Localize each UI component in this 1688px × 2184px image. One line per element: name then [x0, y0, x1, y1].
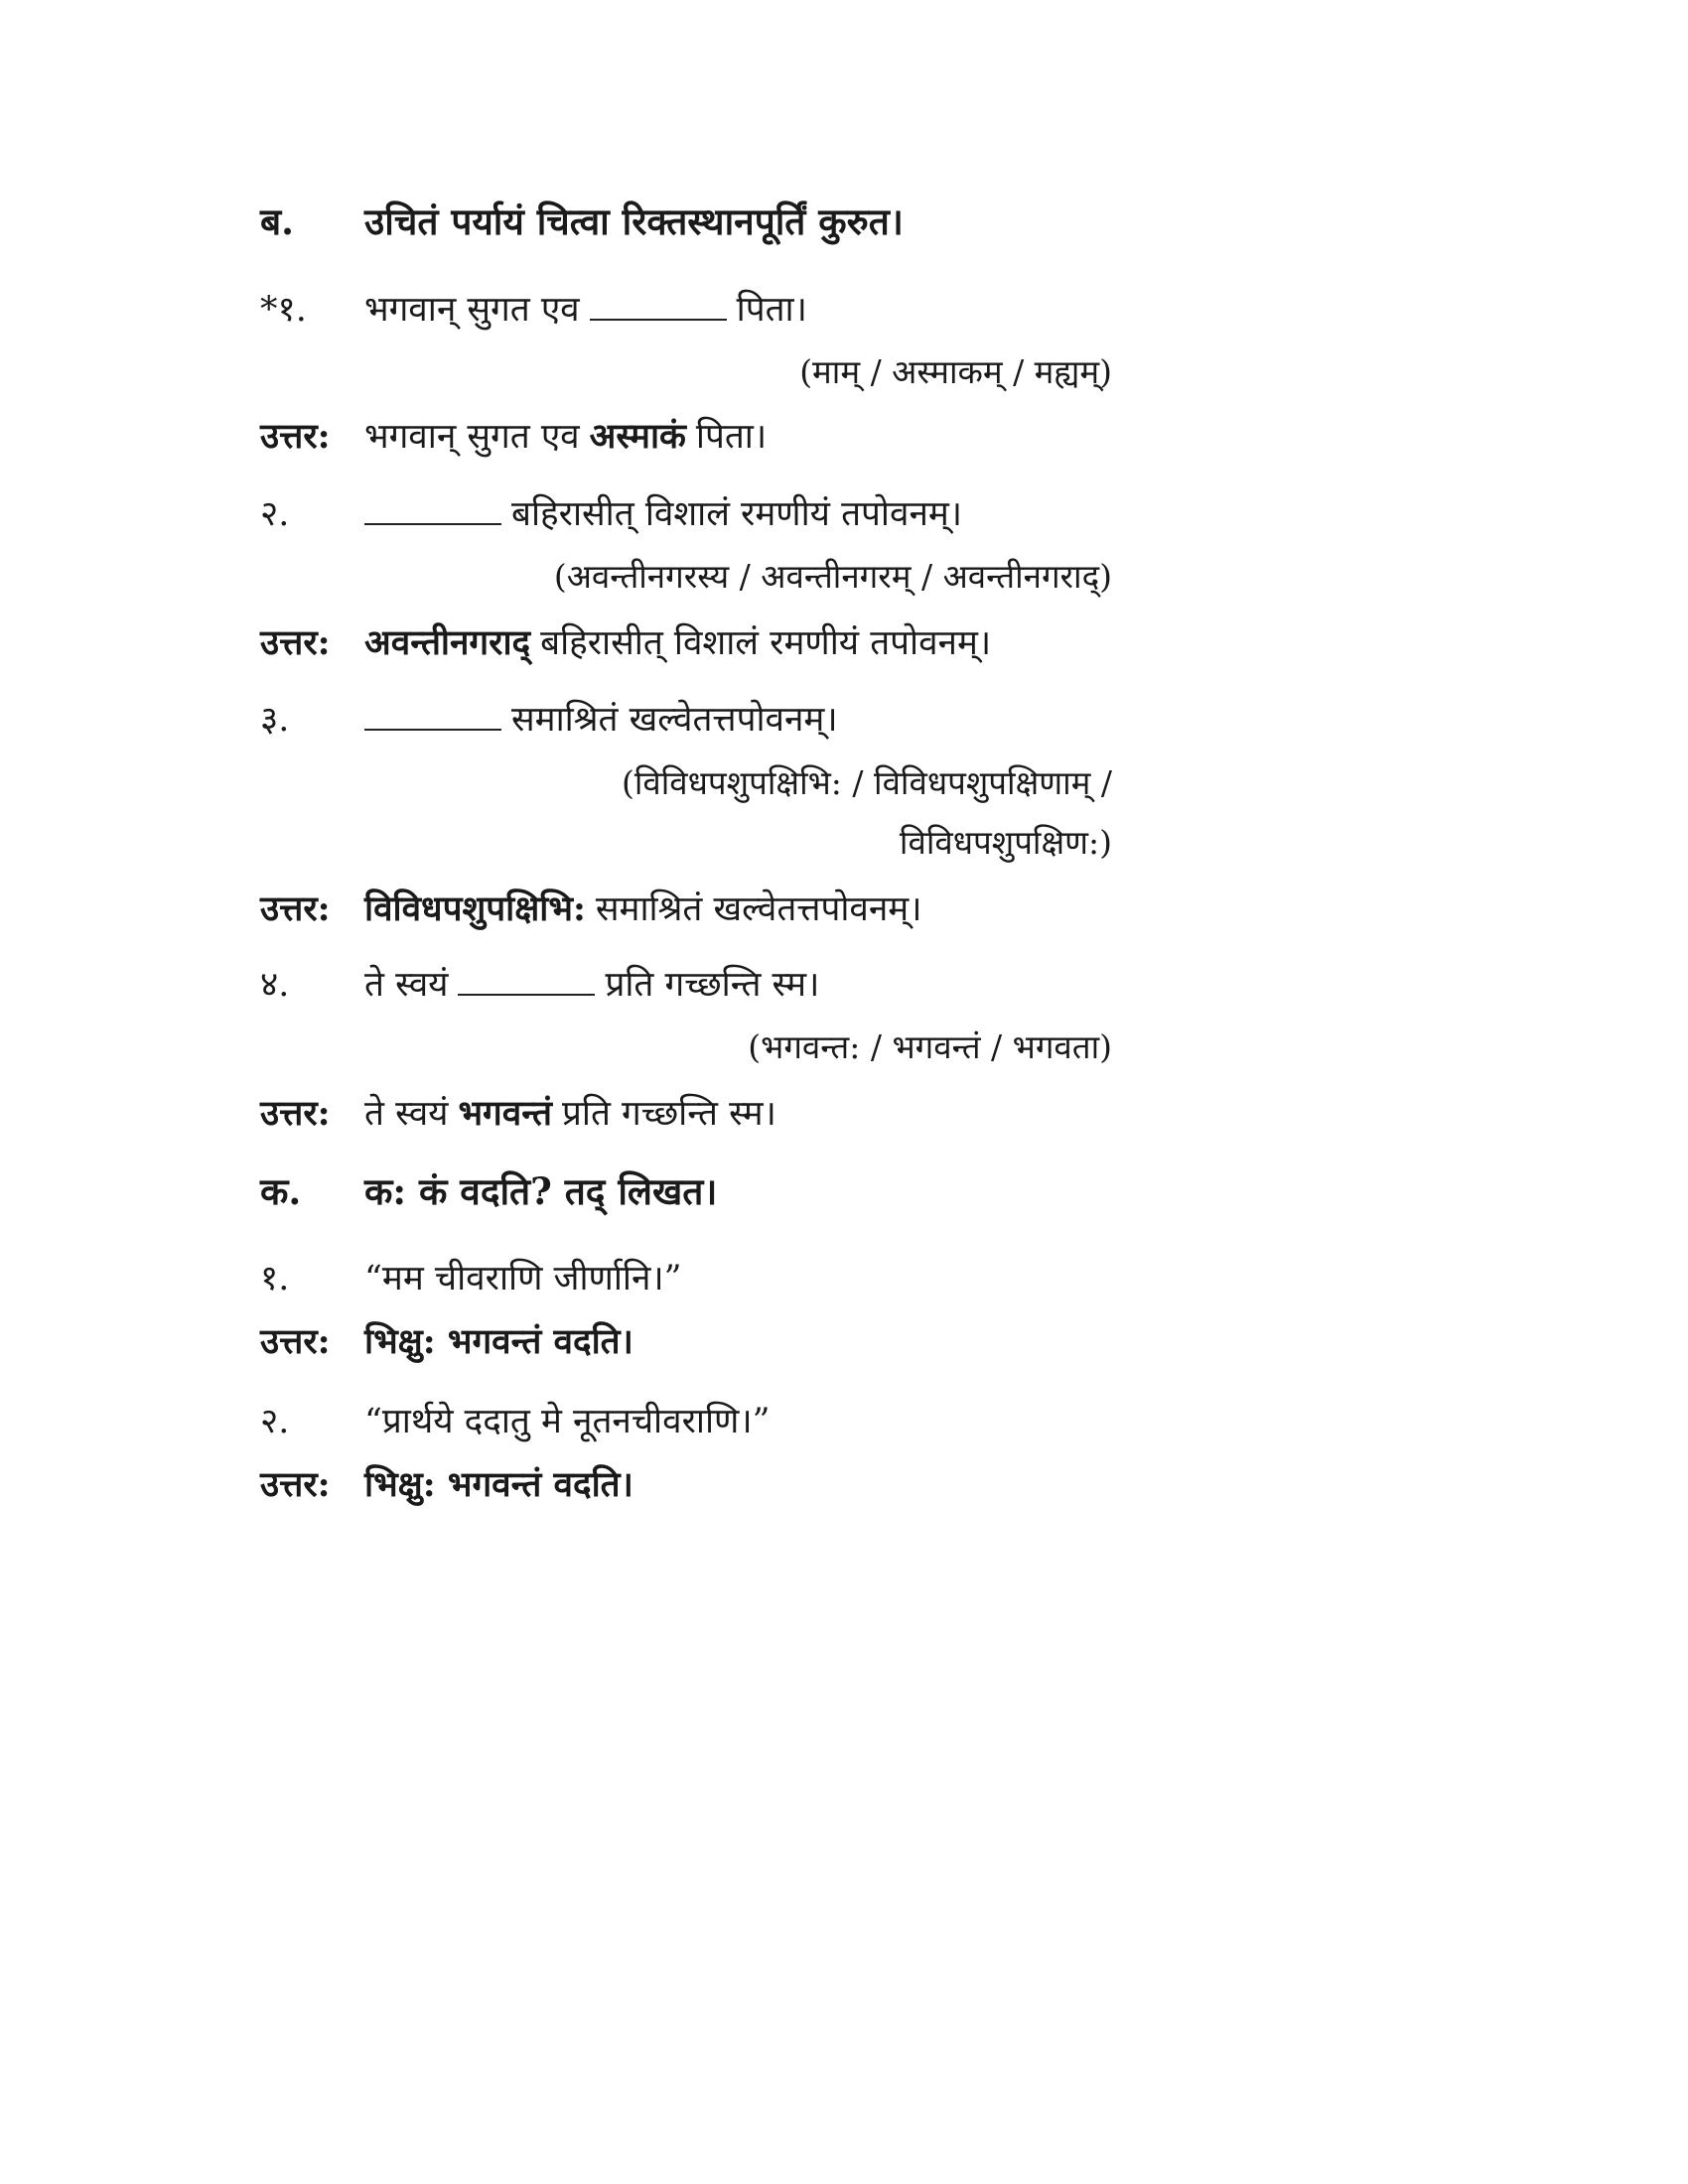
question-4-options: (भगवन्त: / भगवन्तं / भगवता) [748, 1027, 1112, 1066]
section-b-label: ब. [260, 200, 295, 243]
question-1-text-after: पिता। [736, 290, 807, 330]
k-answer-1 [260, 1320, 1132, 1364]
answer-2-bold: अवन्तीनगराद् [364, 622, 531, 663]
question-1-number: *१. [260, 290, 307, 330]
k-answer-2-text: भिक्षु: भगवन्तं वदति। [364, 1464, 633, 1505]
question-4 [260, 963, 1132, 1007]
question-2-number: २. [260, 494, 290, 534]
answer-3-text-after: समाश्रितं खल्वेतत्तपोवनम्। [595, 889, 922, 929]
k-question-2-number: २. [260, 1402, 290, 1441]
k-answer-1-text: भिक्षु: भगवन्तं वदति। [364, 1321, 633, 1362]
k-question-1-quote: “मम चीवराणि जीर्णानि।” [364, 1259, 682, 1298]
answer-4-text-before: ते स्वयं [364, 1094, 449, 1134]
question-1-text-before: भगवान् सुगत एव [364, 290, 580, 330]
k-answer-1-label: उत्तर: [260, 1321, 331, 1362]
answer-2 [260, 621, 1132, 665]
question-2-options: (अवन्तीनगरस्य / अवन्तीनगरम् / अवन्तीनगराद्) [553, 557, 1112, 596]
question-1-options: (माम् / अस्माकम् / मह्यम्) [799, 352, 1112, 391]
answer-4-text-after: प्रति गच्छन्ति स्म। [561, 1094, 776, 1134]
answer-3-bold: विविधपशुपक्षिभि: [364, 888, 586, 929]
answer-3 [260, 887, 1132, 931]
question-4-text-before: ते स्वयं [364, 965, 449, 1005]
question-1-blank [590, 289, 727, 321]
section-b-title: उचितं पर्यायं चित्वा रिक्तस्थानपूर्तिं कुरुत। [364, 200, 904, 243]
question-2-blank [364, 493, 501, 525]
k-answer-2 [260, 1463, 1132, 1507]
answer-3-label: उत्तर: [260, 888, 331, 929]
answer-2-text-after: बहिरासीत् विशालं रमणीयं तपोवनम्। [540, 623, 992, 663]
question-3-number: ३. [260, 700, 290, 740]
k-question-1-number: १. [260, 1259, 290, 1298]
question-2 [260, 492, 1132, 536]
answer-2-label: उत्तर: [260, 622, 331, 663]
answer-4-label: उत्तर: [260, 1093, 331, 1134]
question-3-options-line-1: (विविधपशुपक्षिभि: / विविधपशुपक्षिणाम् / [621, 763, 1112, 802]
section-k-heading [260, 1169, 1132, 1213]
k-question-1 [260, 1257, 1132, 1300]
section-k-title: क: कं वदति? तद् लिखत। [364, 1169, 718, 1213]
k-answer-2-label: उत्तर: [260, 1464, 331, 1505]
answer-1-text-before: भगवान् सुगत एव [364, 417, 580, 457]
question-3 [260, 698, 1132, 742]
question-2-text-after: बहिरासीत् विशालं रमणीयं तपोवनम्। [511, 494, 963, 534]
answer-4 [260, 1092, 1132, 1136]
k-question-2-quote: “प्रार्थये ददातु मे नूतनचीवराणि।” [364, 1402, 771, 1441]
question-1 [260, 288, 1132, 332]
question-4-blank [458, 964, 595, 996]
answer-1-bold: अस्माकं [589, 416, 686, 457]
answer-1 [260, 415, 1132, 459]
answer-4-bold: भगवन्तं [458, 1093, 552, 1134]
section-k-label: क. [260, 1169, 302, 1213]
question-3-blank [364, 699, 501, 731]
question-4-text-after: प्रति गच्छन्ति स्म। [605, 965, 820, 1005]
question-3-text-after: समाश्रितं खल्वेतत्तपोवनम्। [511, 700, 838, 740]
answer-1-text-after: पिता। [695, 417, 768, 457]
question-3-options-line-2: विविधपशुपक्षिण:) [899, 823, 1112, 862]
k-question-2 [260, 1400, 1132, 1443]
answer-1-label: उत्तर: [260, 416, 331, 457]
question-4-number: ४. [260, 965, 290, 1005]
section-b-heading [260, 200, 1132, 243]
